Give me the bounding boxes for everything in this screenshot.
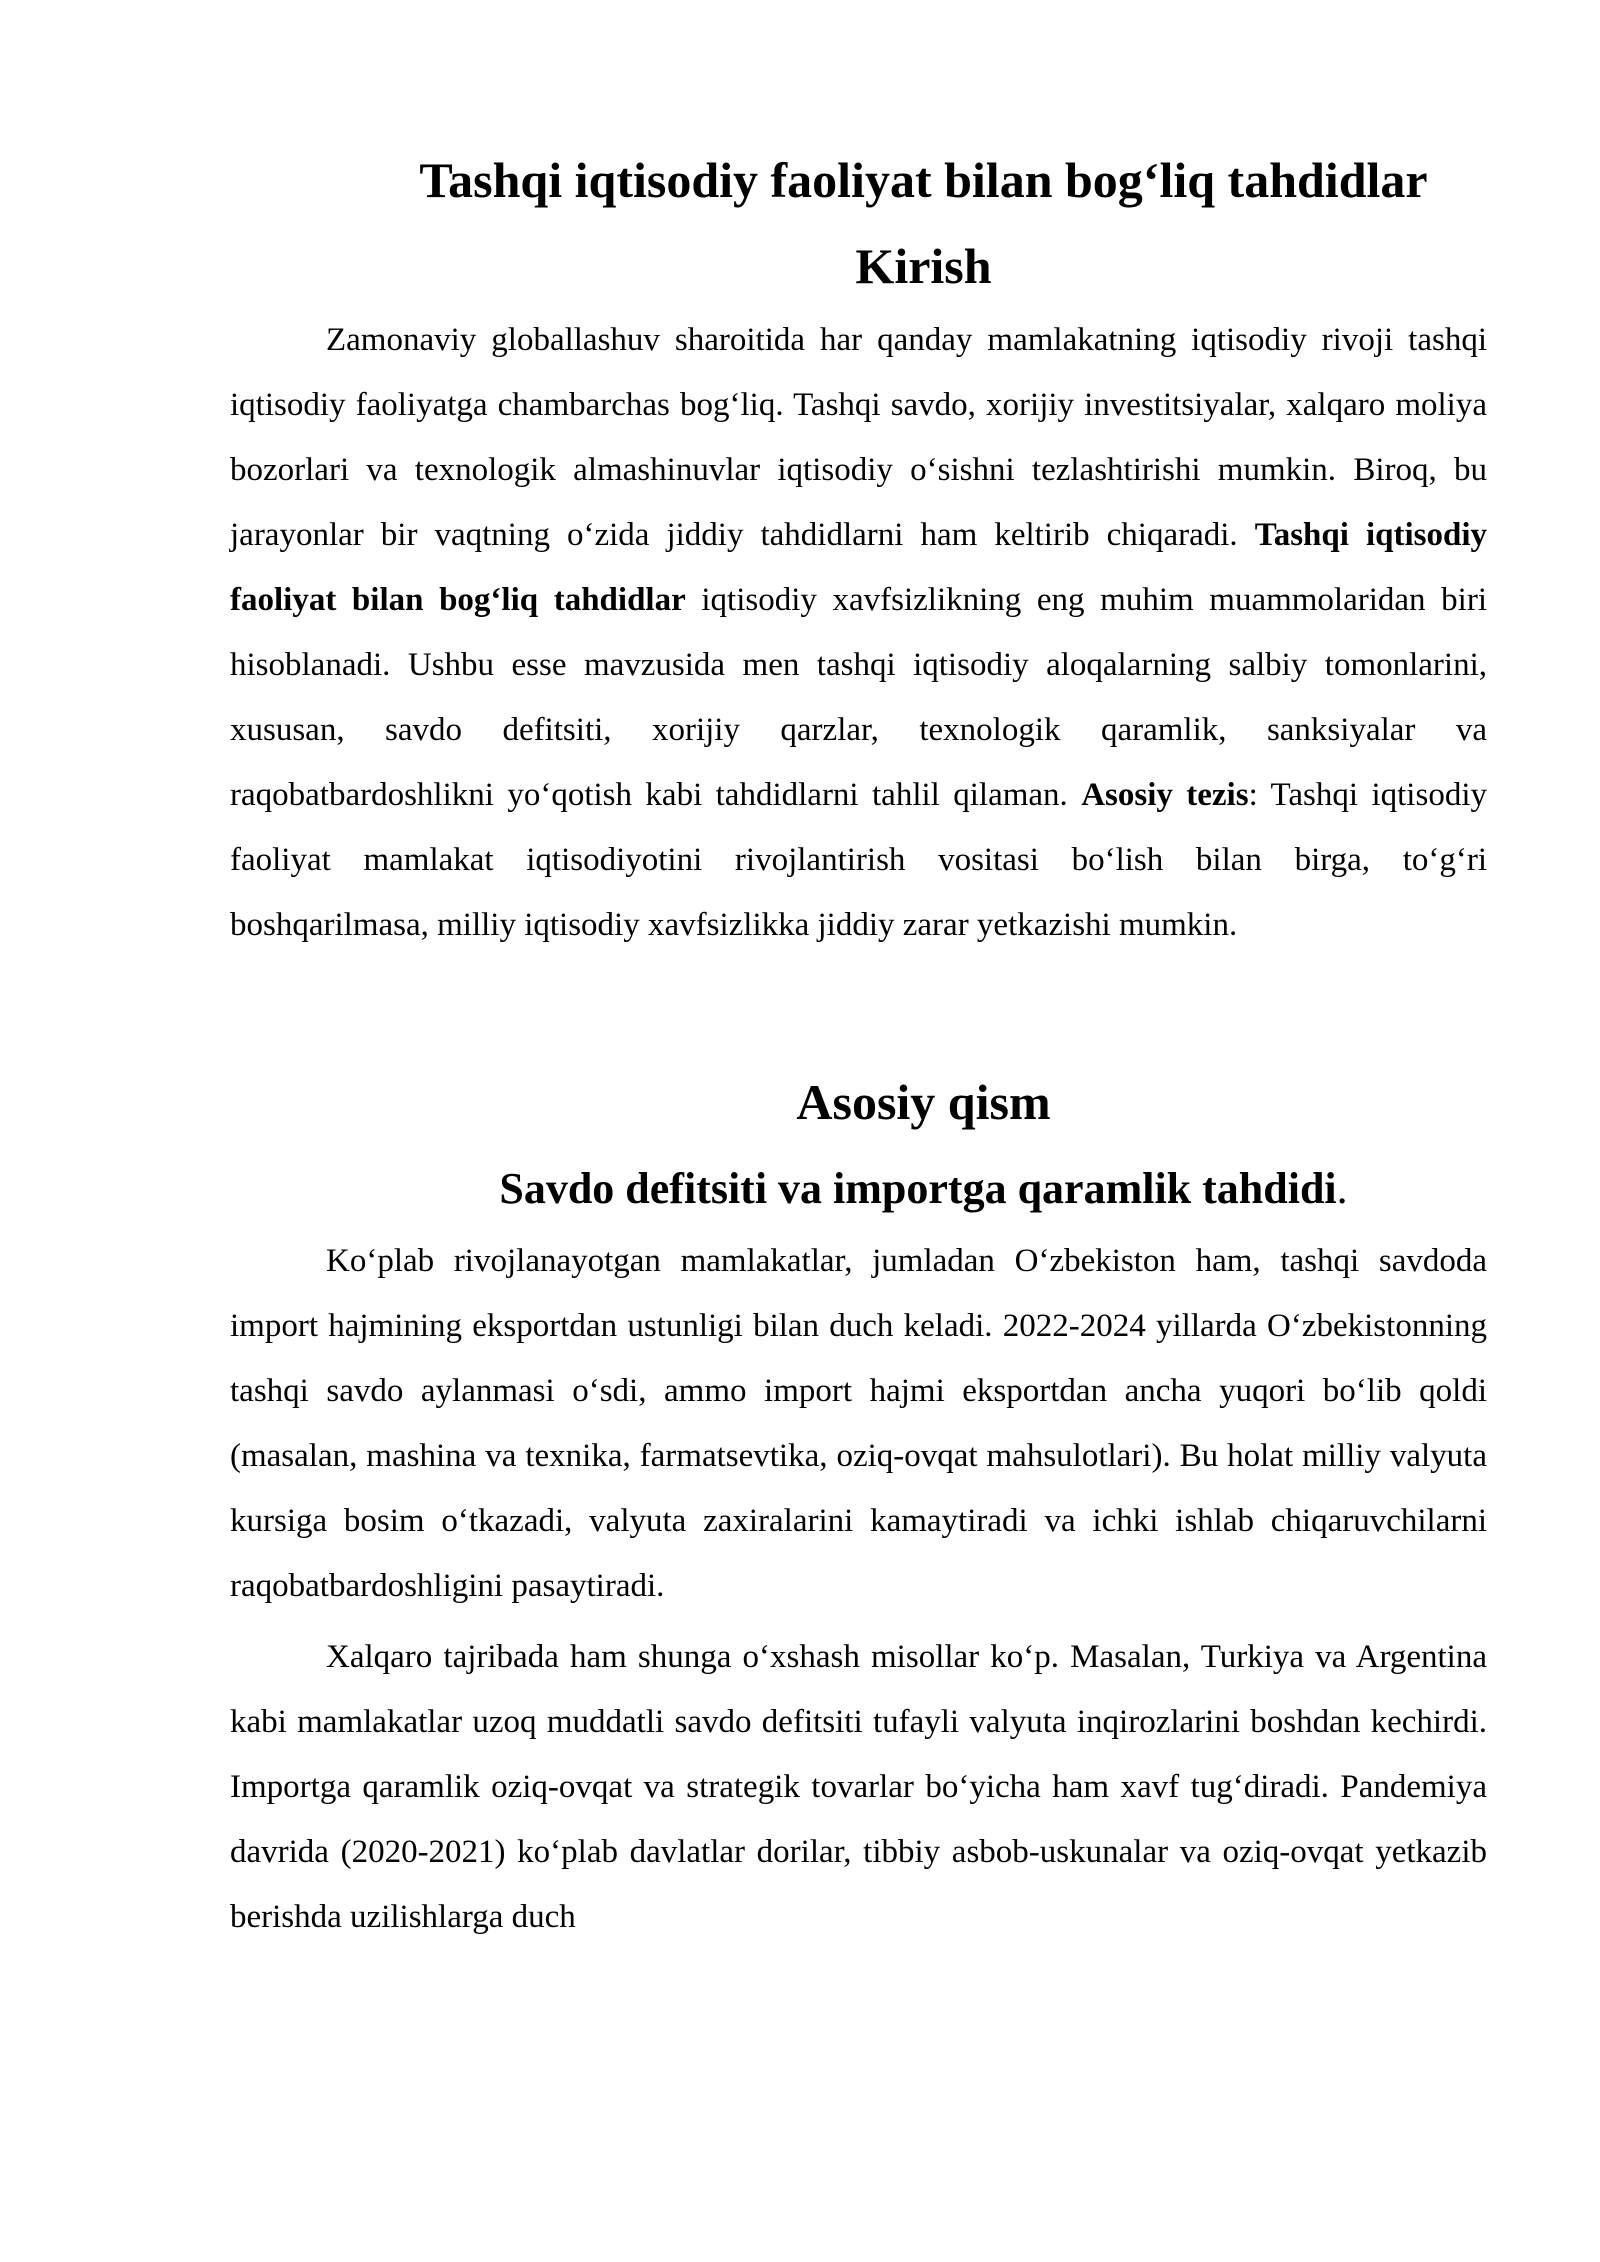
subsection-heading: [230, 1159, 1487, 1219]
body-paragraph-2: Xalqaro tajribada ham shunga o‘xshash misollar ko‘p. Masalan, Turkiya va Argentina kabi mamlakatlar uzoq muddatli savdo defitsiti tufayli valyuta inqirozlarini boshdan kechirdi. Importga qaramlik oziq-ovqat va strategik tovarlar bo‘yicha ham xavf tug‘diradi. Pandemiya davrida (2020-2021) ko‘plab davlatlar dorilar, tibbiy asbob-uskunalar va oziq-ovqat yetkazib berishda uzilishlarga duch: [230, 1639, 1487, 1935]
intro-text-1: Zamonaviy globallashuv sharoitida har qanday mamlakatning iqtisodiy rivoji tashqi iqtisodiy faoliyatga chambarchas bog‘liq. Tashqi savdo, xorijiy investitsiyalar, xalqaro moliya bozorlari va texnologik almashinuvlar iqtisodiy o‘sishni tezlashtirishi mumkin. Biroq, bu jarayonlar bir vaqtning o‘zida jiddiy tahdidlarni ham keltirib chiqaradi.: [230, 322, 1487, 553]
page-content: [230, 148, 1487, 1950]
document-title: Tashqi iqtisodiy faoliyat bilan bog‘liq tahdidlar: [419, 152, 1428, 208]
body-paragraph-1: Ko‘plab rivojlanayotgan mamlakatlar, jumladan O‘zbekiston ham, tashqi savdoda import hajmining eksportdan ustunligi bilan duch keladi. 2022-2024 yillarda O‘zbekistonning tashqi savdo aylanmasi o‘sdi, ammo import hajmi eksportdan ancha yuqori bo‘lib qoldi (masalan, mashina va texnika, farmatsevtika, oziq-ovqat mahsulotlari). Bu holat milliy valyuta kursiga bosim o‘tkazadi, valyuta zaxiralarini kamaytiradi va ichki ishlab chiqaruvchilarni raqobatbardoshligini pasaytiradi.: [230, 1243, 1487, 1604]
intro-text-2: iqtisodiy xavfsizlikning eng muhim muammolaridan biri hisoblanadi. Ushbu esse mavzusida men tashqi iqtisodiy aloqalarning salbiy tomonlarini, xususan, savdo defitsiti, xorijiy qarzlar, texnologik qaramlik, sanksiyalar va raqobatbardoshlikni yo‘qotish kabi tahdidlarni tahlil qilaman.: [230, 582, 1487, 813]
main-section-heading: Asosiy qism: [796, 1074, 1051, 1130]
thesis-label: Asosiy tezis: [1081, 777, 1249, 813]
subsection-heading-text: Savdo defitsiti va importga qaramlik tahdidi: [499, 1164, 1337, 1213]
intro-paragraph: [230, 308, 1487, 958]
intro-heading: Kirish: [855, 238, 992, 294]
subsection-heading-dot: .: [1336, 1164, 1348, 1213]
intro-text-3: : Tashqi iqtisodiy faoliyat mamlakat iqtisodiyotini rivojlantirish vositasi bo‘lish bilan birga, to‘g‘ri boshqarilmasa, milliy iqtisodiy xavfsizlikka jiddiy zarar yetkazishi mumkin.: [230, 777, 1487, 943]
intro-bold-phrase: Tashqi iqtisodiy faoliyat bilan bog‘liq tahdidlar: [230, 517, 1487, 618]
